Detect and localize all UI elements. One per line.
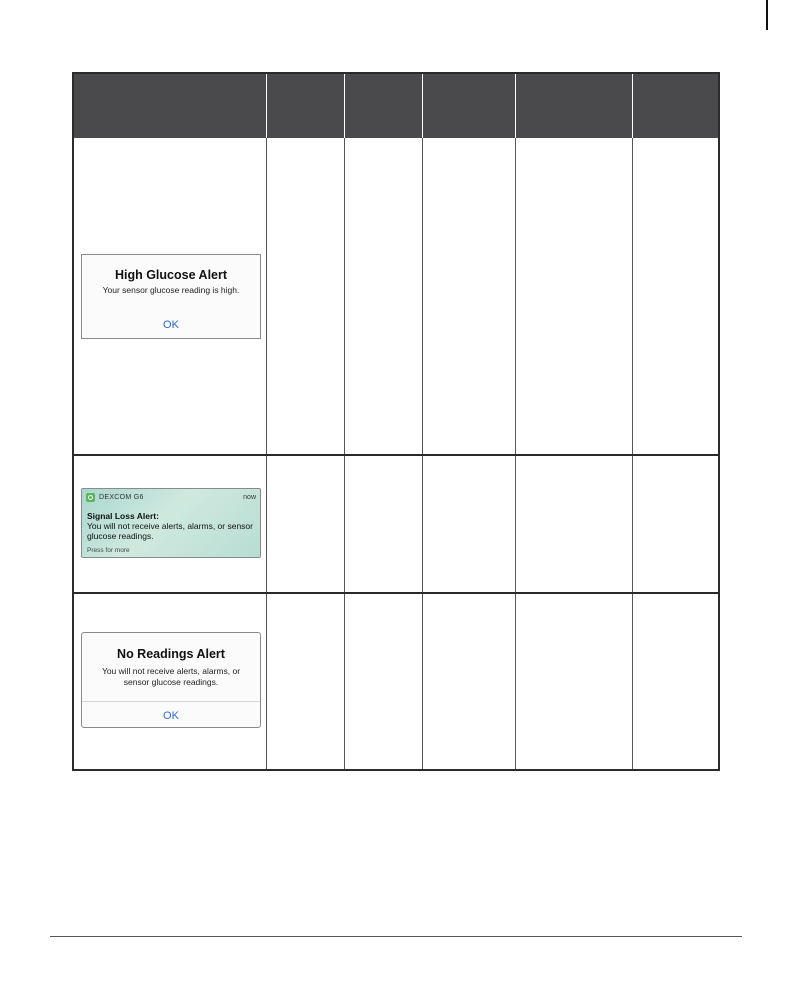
- header-divider: [632, 74, 633, 138]
- row-divider: [74, 592, 718, 594]
- header-divider: [422, 74, 423, 138]
- ok-button[interactable]: OK: [163, 710, 179, 722]
- notification-app-name: DEXCOM G6: [99, 494, 144, 501]
- header-divider: [515, 74, 516, 138]
- dialog-divider: [82, 701, 260, 702]
- row-divider: [74, 454, 718, 456]
- alerts-table: [72, 72, 720, 771]
- header-divider: [266, 74, 267, 138]
- crop-mark: [766, 0, 768, 30]
- ok-button[interactable]: OK: [163, 319, 179, 331]
- footer-rule: [50, 936, 742, 937]
- dexcom-app-icon: [86, 493, 95, 502]
- dialog-message: Your sensor glucose reading is high.: [102, 285, 240, 295]
- signal-loss-notification[interactable]: [81, 488, 261, 558]
- notification-time: now: [243, 494, 256, 501]
- notification-message: You will not receive alerts, alarms, or sensor glucose readings.: [87, 521, 253, 541]
- notification-header: [86, 493, 256, 503]
- high-glucose-alert-dialog: [81, 254, 261, 339]
- header-divider: [344, 74, 345, 138]
- dialog-message: You will not receive alerts, alarms, or sensor glucose readings.: [101, 666, 241, 687]
- dialog-title: No Readings Alert: [117, 647, 225, 661]
- notification-title: Signal Loss Alert:: [87, 511, 159, 521]
- dialog-title: High Glucose Alert: [114, 268, 228, 282]
- notification-more-hint: Press for more: [87, 547, 130, 554]
- table-header: [74, 74, 718, 138]
- no-readings-alert-dialog: [81, 632, 261, 728]
